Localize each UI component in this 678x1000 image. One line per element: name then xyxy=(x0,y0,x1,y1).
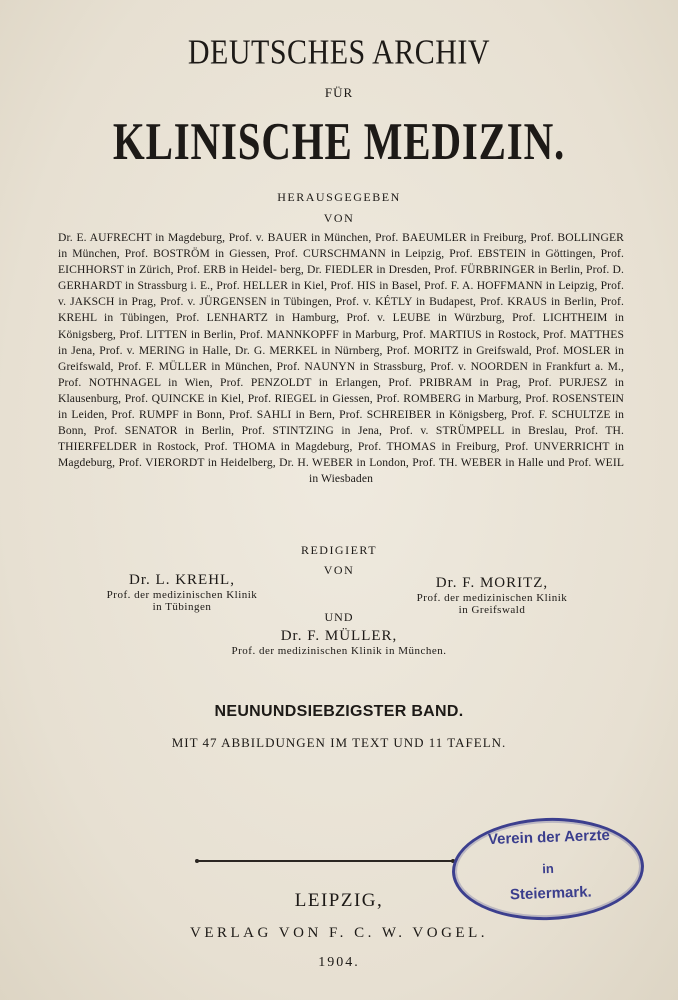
von-label: VON xyxy=(323,211,355,225)
imprint-publisher: VERLAG VON F. C. W. VOGEL. xyxy=(189,925,488,941)
stamp-line2: in xyxy=(541,860,555,877)
editor-affiliation: Prof. der medizinischen Klinik in München. xyxy=(231,645,447,657)
contributor-line: Leipzig, Prof. EBSTEIN in Göttingen, Prof. EICHHORST in Zürich, Prof. ERB in Heidel- xyxy=(58,247,624,277)
journal-title-line3: KLINISCHE MEDIZIN. xyxy=(112,111,566,171)
editor-affiliation-place: in Tübingen xyxy=(152,601,212,613)
contributor-line: in Budapest, Prof. KRAUS in Berlin, Prof. KREHL in Tübingen, Prof. LENHARTZ in xyxy=(58,295,624,325)
contributor-line: Prof. BOLLINGER in München, Prof. BOSTRÖM in Giessen, Prof. CURSCHMANN in xyxy=(58,231,625,261)
contributor-line: MATTHES in Jena, Prof. v. MERING in Halle, Dr. G. MERKEL in Nürnberg, Prof. xyxy=(58,327,625,357)
contributor-line: ROSENSTEIN in Leiden, Prof. RUMPF in Bonn, Prof. SAHLI in Bern, Prof. SCHREIBER in xyxy=(58,391,625,422)
redigiert-label: REDIGIERT xyxy=(300,543,378,557)
contributor-line: MORITZ in Greifswald, Prof. MOSLER in Greifswald, Prof. F. MÜLLER in München, Prof. xyxy=(58,343,625,373)
volume-label: NEUNUNDSIEBZIGSTER BAND. xyxy=(214,703,464,720)
contributor-line: Strassburg i. E., Prof. HELLER in Kiel, Prof. HIS in Basel, Prof. F. A. HOFFMANN in xyxy=(137,279,556,293)
contributor-line: NAUNYN in Strassburg, Prof. v. NOORDEN in Frankfurt a. M., Prof. NOTHNAGEL in Wien, xyxy=(58,359,624,389)
editor-affiliation: Prof. der medizinischen Klinik xyxy=(416,592,568,604)
imprint-year: 1904. xyxy=(318,955,360,970)
editor-name: Dr. F. MÜLLER, xyxy=(280,628,398,644)
contributor-line: und Prof. WEIL in Wiesbaden xyxy=(309,456,625,486)
contributor-line: THOMA in Magdeburg, Prof. THOMAS in Freiburg, Prof. UNVERRICHT in Magdeburg, xyxy=(58,440,625,470)
journal-title-line1: DEUTSCHES ARCHIV xyxy=(187,33,491,72)
editor-krehl xyxy=(68,572,296,613)
contributor-list xyxy=(58,230,624,488)
ornamental-rule xyxy=(198,860,452,862)
contributor-line: berg, Dr. FIEDLER in Dresden, Prof. FÜRBRINGER in Berlin, Prof. D. GERHARDT in xyxy=(58,263,624,293)
contributor-line: Königsberg, Prof. F. SCHULTZE in Bonn, Prof. SENATOR in Berlin, Prof. STINTZING in xyxy=(58,408,624,438)
contributor-line: Dr. E. AUFRECHT in Magdeburg, Prof. v. BAUER in München, Prof. BAEUMLER in Freiburg, xyxy=(58,231,527,244)
editor-mueller xyxy=(180,628,498,657)
contributor-line: Hamburg, Prof. v. LEUBE in Würzburg, Prof. LICHTHEIM in Königsberg, Prof. xyxy=(58,311,624,341)
stamp-line3: Steiermark. xyxy=(509,883,592,904)
contributor-line: Prof. QUINCKE in Kiel, Prof. RIEGEL in Giessen, Prof. ROMBERG in Marburg, Prof. xyxy=(124,391,549,405)
stamp-line1: Verein der Aerzte xyxy=(487,826,611,849)
contributor-line: Prof. VIERORDT in Heidelberg, Dr. H. WEBER in London, Prof. TH. WEBER in Halle xyxy=(118,456,544,470)
editor-affiliation-place: in Greifswald xyxy=(458,604,526,616)
imprint-city: LEIPZIG, xyxy=(294,890,384,911)
contributor-line: Leipzig, Prof. v. JAKSCH in Prag, Prof. v. JÜRGENSEN in Tübingen, Prof. v. KÉTLY xyxy=(58,279,624,309)
contributor-line: Jena, Prof. v. STRÜMPELL in Breslau, Prof. TH. THIERFELDER in Rostock, Prof. xyxy=(58,424,625,454)
illustrations-note: MIT 47 ABBILDUNGEN IM TEXT UND 11 TAFELN. xyxy=(171,735,507,750)
journal-title-line2: FÜR xyxy=(324,85,354,100)
contributor-line: Prof. PENZOLDT in Erlangen, Prof. PRIBRAM in Prag, Prof. PURJESZ in Klausenburg, xyxy=(58,375,624,405)
contributor-line: LITTEN in Berlin, Prof. MANNKOPFF in Marburg, Prof. MARTIUS in Rostock, Prof. xyxy=(146,327,567,341)
editor-affiliation: Prof. der medizinischen Klinik xyxy=(106,589,258,601)
herausgegeben-label: HERAUSGEGEBEN xyxy=(277,190,401,204)
von-label-2: VON xyxy=(323,563,355,577)
editor-name: Dr. F. MORITZ, xyxy=(435,575,549,591)
und-label: UND xyxy=(324,610,354,624)
editor-name: Dr. L. KREHL, xyxy=(129,572,235,588)
